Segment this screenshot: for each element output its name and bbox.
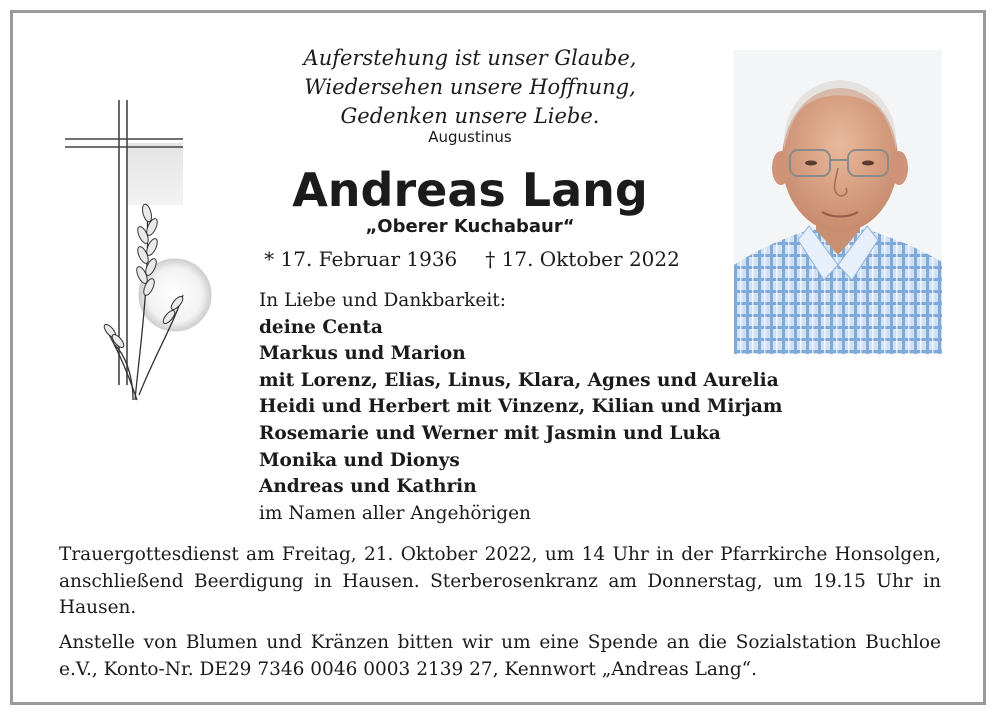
mourners-intro: In Liebe und Dankbarkeit: <box>259 290 506 311</box>
mourner-entry: Heidi und Herbert mit Vinzenz, Kilian und Mirjam <box>259 396 783 418</box>
mourners-closing: im Namen aller Angehörigen <box>259 502 531 524</box>
mourner-entry: mit Lorenz, Elias, Linus, Klara, Agnes und Aurelia <box>259 369 779 391</box>
quote-line: Wiedersehen unsere Hoffnung, <box>304 75 636 99</box>
mourner-entry: Monika und Dionys <box>259 449 460 471</box>
memorial-quote <box>260 44 680 131</box>
mourner-entry: Markus und Marion <box>259 343 466 365</box>
mourner-entry: Andreas und Kathrin <box>259 476 477 498</box>
quote-line: Gedenken unsere Liebe. <box>340 104 600 128</box>
deceased-name: Andreas Lang <box>292 163 648 217</box>
quote-line: Auferstehung ist unser Glaube, <box>303 46 637 70</box>
life-dates <box>252 247 692 271</box>
mourner-entry: Rosemarie und Werner mit Jasmin und Luka <box>259 422 721 444</box>
birth-date: * 17. Februar 1936 <box>264 247 458 271</box>
mourner-entry: deine Centa <box>259 316 383 338</box>
funeral-service-notice: Trauergottesdienst am Freitag, 21. Oktober 2022, um 14 Uhr in der Pfarrkirche Honsolgen, anschließend Beerdigung in Hausen. Sterberosenkranz am Donnerstag, um 19.15 Uhr in Hausen. <box>59 544 941 618</box>
death-date: † 17. Oktober 2022 <box>485 247 680 271</box>
quote-author: Augustinus <box>428 128 512 146</box>
donation-notice: Anstelle von Blumen und Kränzen bitten wir um eine Spende an die Sozialstation Buchloe e.V., Konto-Nr. DE29 7346 0046 0003 2139 27, Kennwort „Andreas Lang“. <box>59 632 941 680</box>
deceased-nickname: „Oberer Kuchabaur“ <box>365 216 575 237</box>
cross-wheat-icon <box>55 95 225 405</box>
mourners-list <box>259 288 819 527</box>
